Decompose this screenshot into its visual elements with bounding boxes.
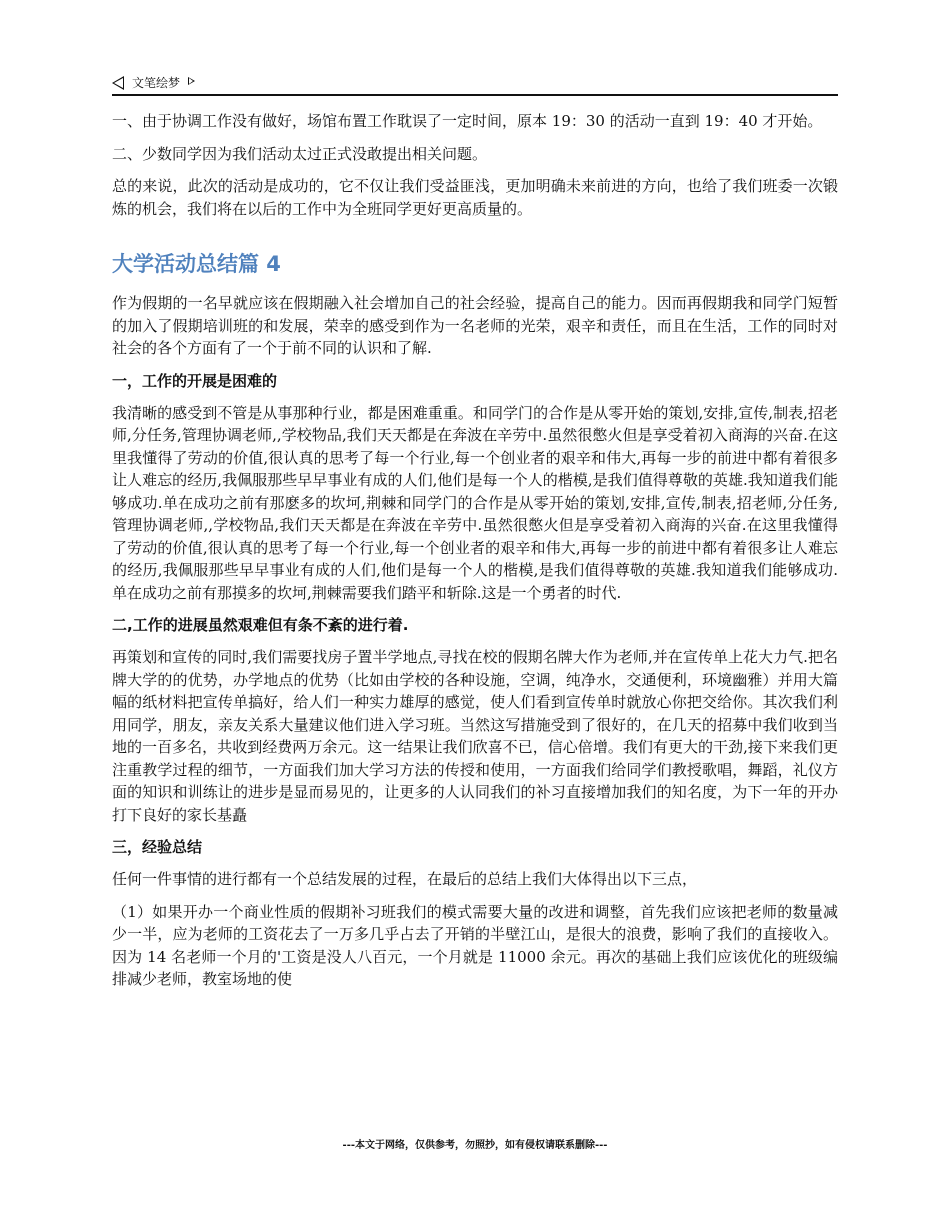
paragraph-experience-1: （1）如果开办一个商业性质的假期补习班我们的模式需要大量的改进和调整，首先我们应该把老师的数量减少一半，应为老师的工资花去了一万多几乎占去了开销的半壁江山，是很大的浪费，影响了我们的直接收入。因为 14 名老师一个月的'工资是没人八百元，一个月就是 11000 余元。再次的基础上我们应该优化的班级编排减少老师，教室场地的使 xyxy=(112,902,838,988)
paragraph-summary: 总的来说，此次的活动是成功的，它不仅让我们受益匪浅，更加明确未来前进的方向，也给了我们班委一次锻炼的机会，我们将在以后的工作中为全班同学更好更高质量的。 xyxy=(112,177,838,218)
section-intro: 作为假期的一名早就应该在假期融入社会增加自己的社会经验，提高自己的能力。因而再假期我和同学门短暂的加入了假期培训班的和发展，荣幸的感受到作为一名老师的光荣，艰辛和责任，而且在生活，工作的同时对社会的各个方面有了一个于前不同的认识和了解. xyxy=(112,294,838,357)
section-title: 大学活动总结篇 4 xyxy=(112,252,281,276)
section-spacer xyxy=(112,230,838,244)
header-title: 文笔绘梦 xyxy=(132,76,181,90)
subheading-3: 三，经验总结 xyxy=(112,838,203,856)
paragraph-issue-2: 二、少数同学因为我们活动太过正式没敢提出相关问题。 xyxy=(112,144,488,163)
page-footer-note: ---本文于网络，仅供参考，勿照抄，如有侵权请联系删除--- xyxy=(342,1140,608,1151)
paragraph-experience-intro: 任何一件事情的进行都有一个总结发展的过程，在最后的总结上我们大体得出以下三点， xyxy=(112,870,698,888)
page-header xyxy=(112,72,838,96)
triangle-left-icon xyxy=(112,76,124,90)
subheading-2: 二,工作的进展虽然艰难但有条不紊的进行着. xyxy=(112,616,409,634)
paragraph-work-difficult: 我清晰的感受到不管是从事那种行业，都是困难重重。和同学门的合作是从零开始的策划,安排,宣传,制表,招老师,分任务,管理协调老师,,学校物品,我们天天都是在奔波在辛劳中.虽然很憋火但是享受着初入商海的兴奋.在这里我懂得了劳动的价值,很认真的思考了每一个行业,每一个创业者的艰辛和伟大,再每一步的前进中都有着很多让人难忘的经历,我佩服那些早早事业有成的人们,他们是每一个人的楷模,是我们值得尊敬的英雄.我知道我们能够成功.单在成功之前有那麽多的坎坷,荆棘和同学门的合作是从零开始的策划,安排,宣传,制表,招老师,分任务,管理协调老师,,学校物品,我们天天都是在奔波在辛劳中.虽然很憋火但是享受着初入商海的兴奋.在这里我懂得了劳动的价值,很认真的思考了每一个行业,每一个创业者的艰辛和伟大,再每一步的前进中都有着很多让人难忘的经历,我佩服那些早早事业有成的人们,他们是每一个人的楷模,是我们值得尊敬的英雄.我知道我们能够成功.单在成功之前有那摸多的坎坷,荆棘需要我们踏平和斩除.这是一个勇者的时代. xyxy=(112,403,838,602)
triangle-right-icon xyxy=(188,77,195,85)
paragraph-work-progress: 再策划和宣传的同时,我们需要找房子置半学地点,寻找在校的假期名牌大作为老师,并在宣传单上花大力气.把名牌大学的的优势，办学地点的优势（比如由学校的各种设施，空调，纯净水，交通便利，环境幽雅）并用大篇幅的纸材料把宣传单搞好，给人们一种实力雄厚的感觉，使人们看到宣传单时就放心你把交给你。其次我们利用同学，朋友，亲友关系大量建议他们进入学习班。当然这写措施受到了很好的，在几天的招募中我们收到当地的一百多名，共收到经费两万余元。这一结果让我们欣喜不已，信心倍增。我们有更大的干劲,接下来我们更注重教学过程的细节，一方面我们加大学习方法的传授和使用，一方面我们给同学们教授歌唱，舞蹈，礼仪方面的知识和训练让的进步是显而易见的，让更多的人认同我们的补习直接增加我们的知名度，为下一年的开办打下良好的家长基矗 xyxy=(112,648,838,824)
document-body xyxy=(112,110,838,1001)
paragraph-issue-1: 一、由于协调工作没有做好，场馆布置工作耽误了一定时间，原本 19：30 的活动一直到 19：40 才开始。 xyxy=(112,112,823,130)
subheading-1: 一，工作的开展是困难的 xyxy=(112,371,278,390)
